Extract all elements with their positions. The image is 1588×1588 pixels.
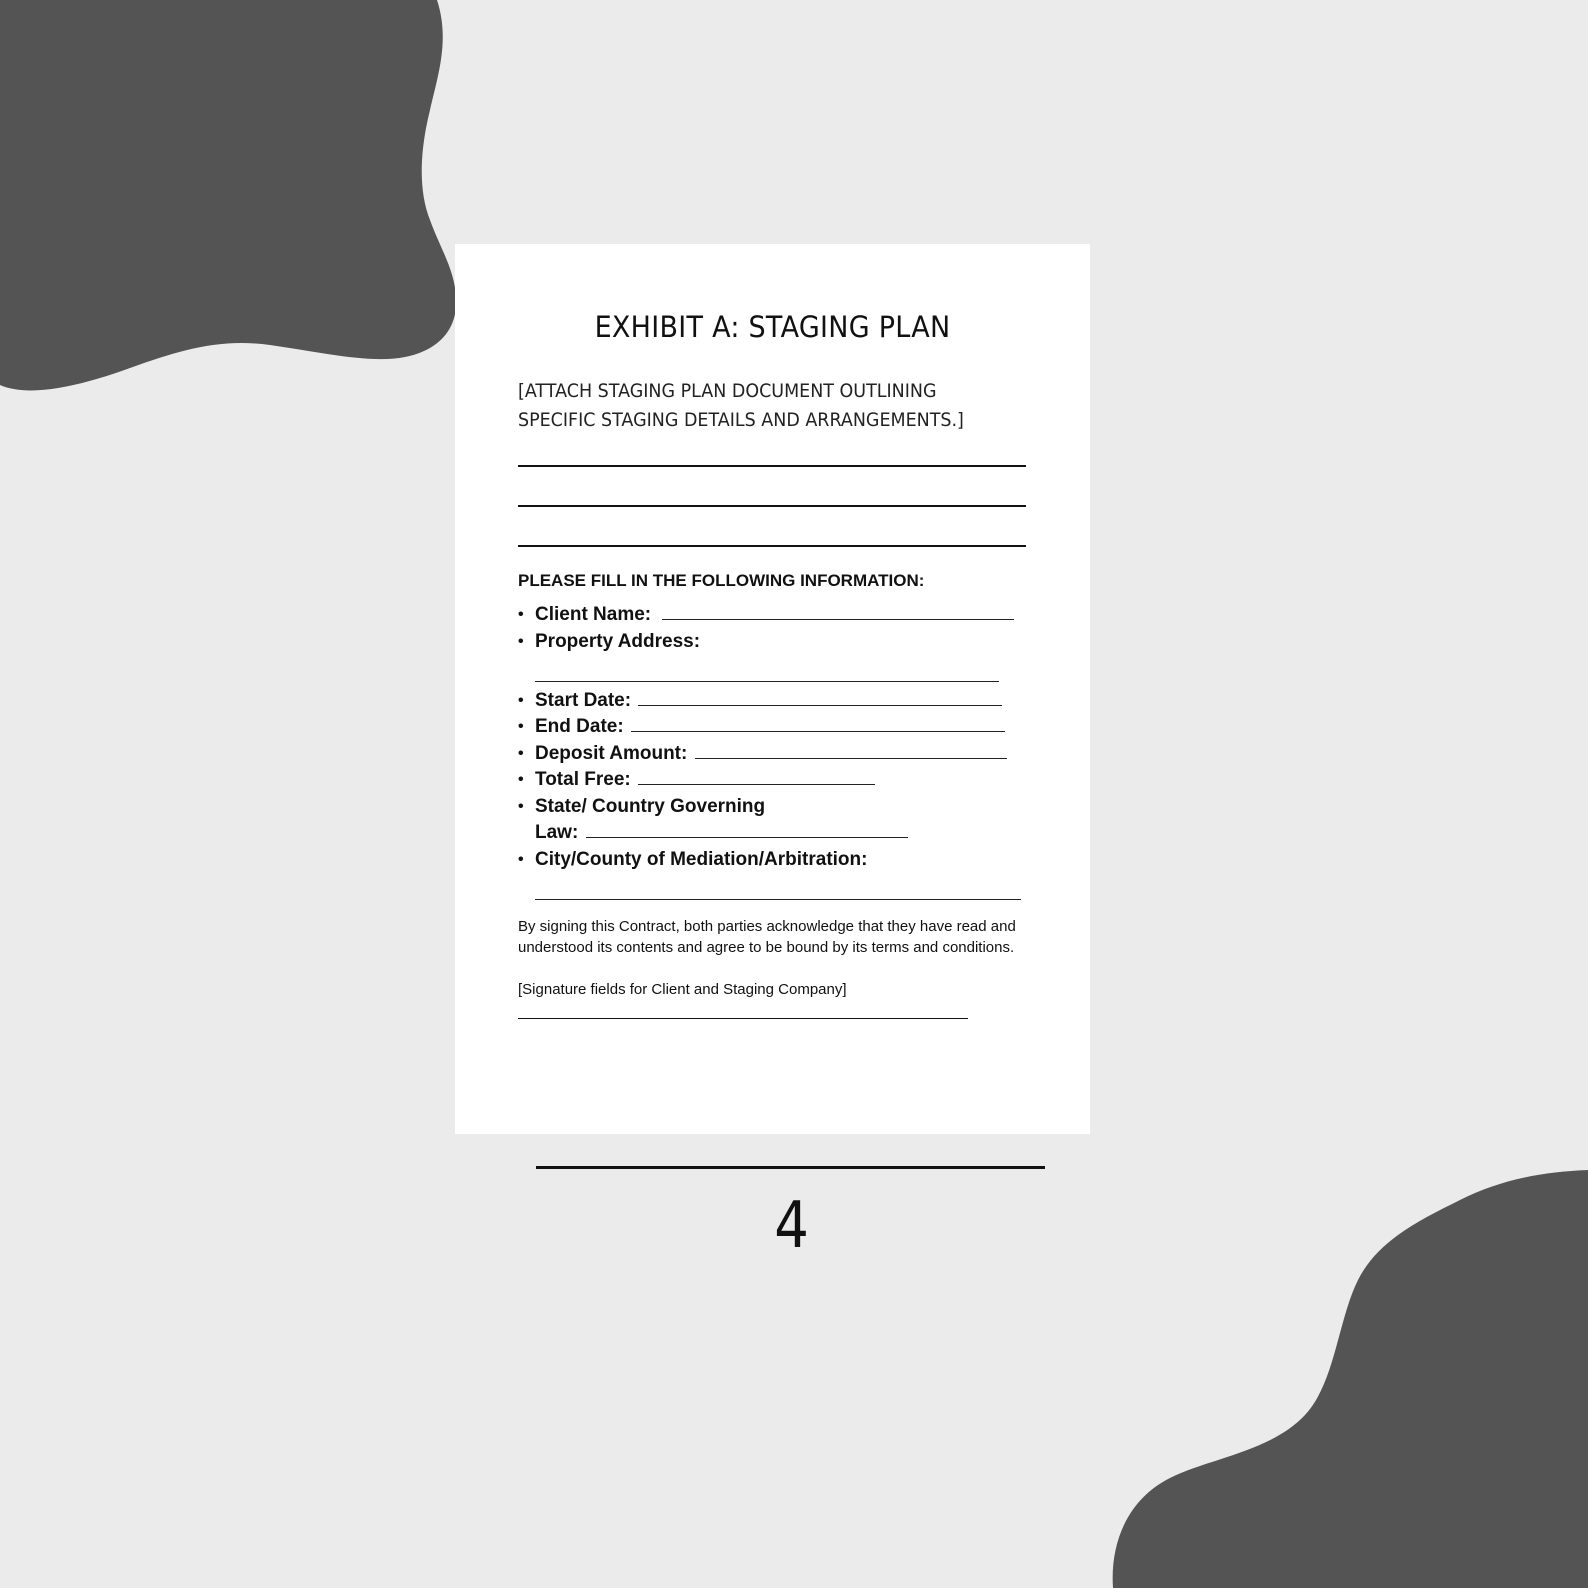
staging-plan-blank-line[interactable]	[518, 465, 1026, 467]
property-address-label: Property Address:	[535, 630, 701, 652]
property-address-field[interactable]	[535, 655, 999, 682]
page-number: 4	[774, 1189, 809, 1263]
governing-law-label-line1: State/ Country Governing	[535, 795, 766, 817]
end-date-label: End Date:	[535, 716, 624, 737]
property-address-item	[518, 629, 1045, 682]
deposit-amount-label: Deposit Amount:	[535, 742, 688, 764]
signature-fields-note: [Signature fields for Client and Staging Company]	[518, 981, 847, 998]
total-fee-field[interactable]	[638, 784, 875, 785]
client-name-item	[518, 602, 1045, 629]
bullet-dot-icon: •	[518, 632, 524, 650]
client-name-field[interactable]	[662, 619, 1014, 620]
acknowledgement-statement: By signing this Contract, both parties acknowledge that they have read and understood its contents and agree to be bound by its terms and conditions.	[518, 918, 1016, 956]
bullet-dot-icon: •	[518, 606, 524, 623]
information-field-list	[518, 602, 1045, 906]
total-fee-label: Total Free:	[535, 769, 631, 790]
end-date-item	[518, 714, 1045, 741]
start-date-field[interactable]	[638, 705, 1002, 706]
signature-line[interactable]	[518, 1018, 968, 1019]
governing-law-item	[518, 794, 1045, 847]
attach-staging-plan-note: [ATTACH STAGING PLAN DOCUMENT OUTLINING SPECIFIC STAGING DETAILS AND ARRANGEMENTS.]	[518, 380, 964, 431]
client-name-label: Client Name:	[535, 604, 652, 625]
mediation-location-item	[518, 847, 1045, 900]
bullet-dot-icon: •	[518, 771, 524, 788]
governing-law-label-line2: Law:	[535, 822, 579, 843]
bullet-dot-icon: •	[518, 718, 524, 735]
governing-law-field[interactable]	[586, 837, 908, 838]
bullet-dot-icon: •	[518, 850, 524, 868]
deposit-amount-item	[518, 741, 1045, 768]
bullet-dot-icon: •	[518, 744, 524, 762]
bullet-dot-icon: •	[518, 691, 524, 709]
mediation-location-label: City/County of Mediation/Arbitration:	[535, 848, 868, 870]
fill-in-heading: PLEASE FILL IN THE FOLLOWING INFORMATION:	[518, 571, 925, 590]
end-date-field[interactable]	[631, 731, 1005, 732]
page-number-divider	[536, 1166, 1045, 1169]
mediation-location-field[interactable]	[535, 873, 1021, 900]
deposit-amount-field[interactable]	[695, 758, 1007, 759]
staging-plan-blank-line[interactable]	[518, 545, 1026, 547]
decorative-blob-top-left	[0, 0, 460, 400]
start-date-item	[518, 688, 1045, 715]
staging-plan-blank-line[interactable]	[518, 505, 1026, 507]
exhibit-title: EXHIBIT A: STAGING PLAN	[594, 310, 951, 344]
total-fee-item	[518, 767, 1045, 794]
decorative-blob-bottom-right	[1100, 1170, 1588, 1588]
bullet-dot-icon: •	[518, 797, 524, 815]
document-page	[455, 244, 1090, 1134]
start-date-label: Start Date:	[535, 689, 632, 711]
